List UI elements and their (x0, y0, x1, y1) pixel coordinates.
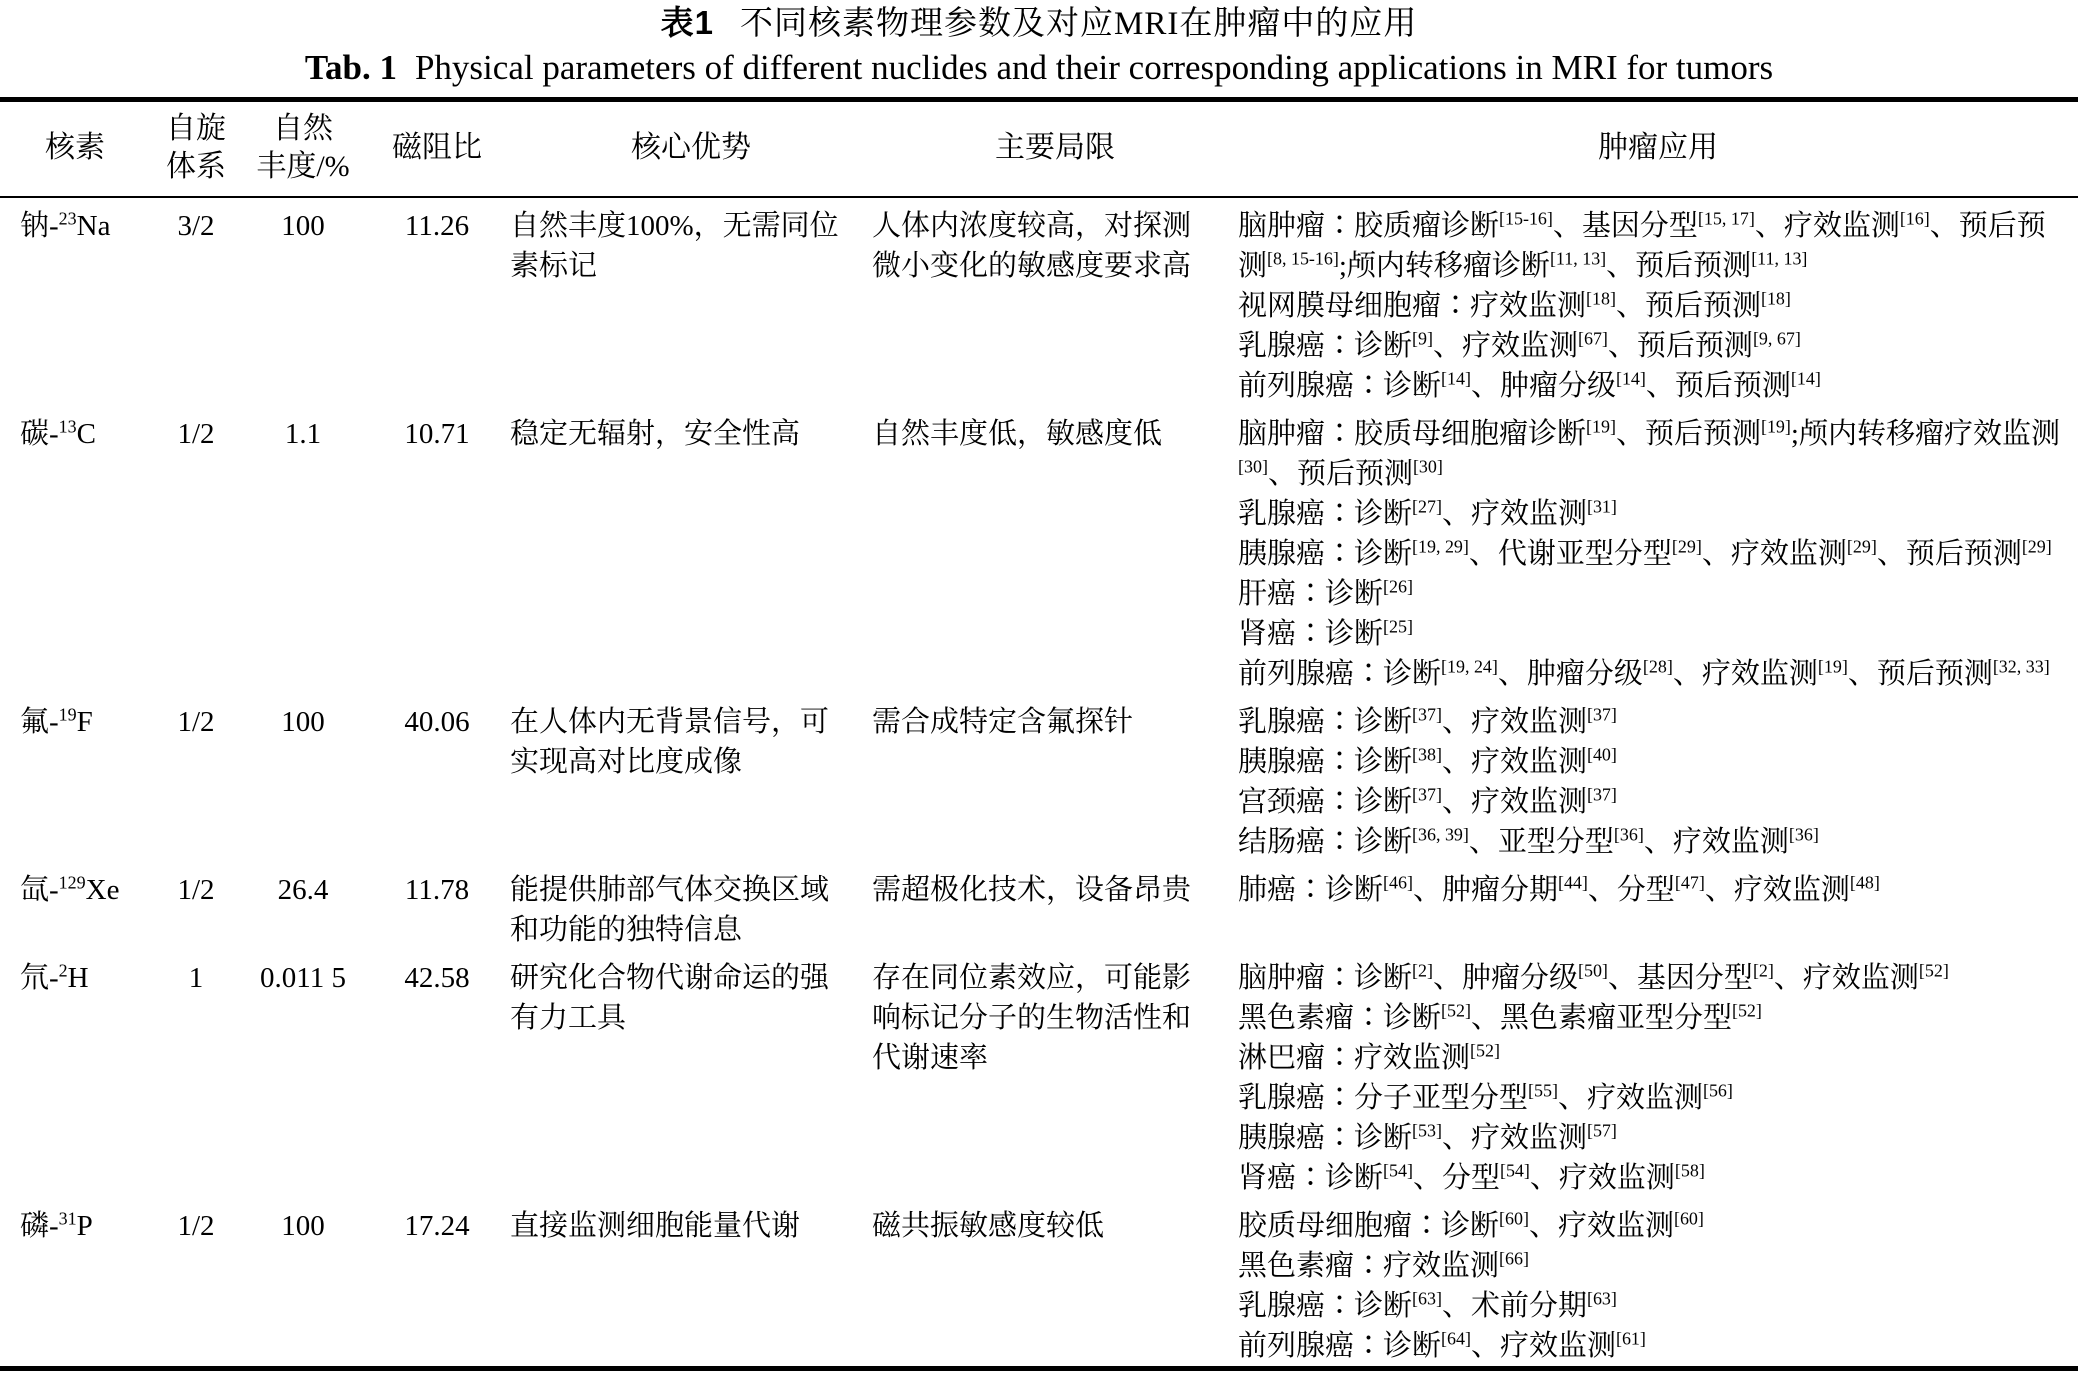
table-header (0, 100, 2078, 198)
table-caption-zh (0, 2, 2078, 45)
advantage-cell: 在人体内无背景信号，可实现高对比度成像 (510, 706, 830, 778)
application-cell (1238, 862, 2078, 950)
table-row (0, 406, 2078, 694)
application-cell (1238, 406, 2078, 694)
abundance-cell: 100 (281, 706, 325, 738)
nuclide-cell: 钠-$^{23}$Na (20, 208, 111, 242)
column-header-spin-line2: 体系 (166, 150, 226, 183)
nuclide-cell: 氙-$^{129}$Xe (20, 872, 120, 906)
application-line: 肾癌∶诊断[54]、分型[54]、疗效监测[58] (1238, 1160, 1705, 1194)
spin-cell: 1/2 (177, 706, 215, 738)
column-header-ratio: 磁阻比 (364, 100, 510, 198)
table-caption-zh-text: 不同核素物理参数及对应MRI在肿瘤中的应用 (740, 6, 1418, 42)
application-line: 视网膜母细胞瘤∶疗效监测[18]、预后预测[18] (1238, 288, 1791, 322)
spin-cell: 3/2 (177, 210, 215, 242)
application-line: 脑肿瘤∶胶质瘤诊断[15-16]、基因分型[15, 17]、疗效监测[16]、预后预测[8, 15-16];颅内转移瘤诊断[11, 13]、预后预测[11, 13] (1238, 208, 2046, 282)
application-cell (1238, 950, 2078, 1198)
application-line: 前列腺癌∶诊断[64]、疗效监测[61] (1238, 1328, 1646, 1362)
ratio-cell: 42.58 (404, 962, 470, 994)
ratio-cell: 17.24 (404, 1210, 470, 1242)
column-header-spin (150, 100, 242, 198)
limitation-cell: 人体内浓度较高，对探测微小变化的敏感度要求高 (872, 210, 1192, 282)
spin-cell: 1/2 (177, 418, 215, 450)
limitation-cell: 需超极化技术，设备昂贵 (872, 874, 1192, 906)
table-caption-zh-label: 表1 (660, 4, 714, 41)
nuclide-cell: 氘-$^2$H (20, 960, 89, 994)
advantage-cell: 直接监测细胞能量代谢 (510, 1210, 801, 1242)
nuclide-cell: 碳-$^{13}$C (20, 416, 96, 450)
application-cell (1238, 694, 2078, 862)
column-header-abundance-line2: 丰度/% (256, 150, 350, 183)
ratio-cell: 11.78 (404, 874, 470, 906)
spin-cell: 1/2 (177, 1210, 215, 1242)
table-row (0, 1198, 2078, 1369)
spin-cell: 1/2 (177, 874, 215, 906)
application-line: 淋巴瘤∶疗效监测[52] (1238, 1040, 1500, 1074)
column-header-abundance-line1: 自然 (273, 112, 333, 145)
nuclide-parameters-table (0, 97, 2078, 1371)
limitation-cell: 磁共振敏感度较低 (872, 1210, 1105, 1242)
application-line: 结肠癌∶诊断[36, 39]、亚型分型[36]、疗效监测[36] (1238, 824, 1819, 858)
application-line: 宫颈癌∶诊断[37]、疗效监测[37] (1238, 784, 1617, 818)
table-row (0, 862, 2078, 950)
application-line: 胶质母细胞瘤∶诊断[60]、疗效监测[60] (1238, 1208, 1704, 1242)
application-line: 黑色素瘤∶诊断[52]、黑色素瘤亚型分型[52] (1238, 1000, 1762, 1034)
application-line: 肝癌∶诊断[26] (1238, 576, 1413, 610)
limitation-cell: 自然丰度低，敏感度低 (872, 418, 1163, 450)
abundance-cell: 1.1 (284, 418, 322, 450)
ratio-cell: 10.71 (404, 418, 470, 450)
application-line: 乳腺癌∶诊断[27]、疗效监测[31] (1238, 496, 1617, 530)
column-header-spin-line1: 自旋 (166, 112, 226, 145)
application-line: 前列腺癌∶诊断[14]、肿瘤分级[14]、预后预测[14] (1238, 368, 1821, 402)
application-line: 肾癌∶诊断[25] (1238, 616, 1413, 650)
abundance-cell: 26.4 (277, 874, 329, 906)
column-header-abundance (242, 100, 364, 198)
column-header-limitation: 主要局限 (872, 100, 1238, 198)
application-line: 黑色素瘤∶疗效监测[66] (1238, 1248, 1529, 1282)
column-header-nuclide: 核素 (0, 100, 150, 198)
table-header-row (0, 100, 2078, 198)
table-row (0, 197, 2078, 406)
application-line: 乳腺癌∶分子亚型分型[55]、疗效监测[56] (1238, 1080, 1733, 1114)
table-row (0, 694, 2078, 862)
limitation-cell: 存在同位素效应，可能影响标记分子的生物活性和代谢速率 (872, 962, 1192, 1074)
application-line: 胰腺癌∶诊断[53]、疗效监测[57] (1238, 1120, 1617, 1154)
application-line: 胰腺癌∶诊断[19, 29]、代谢亚型分型[29]、疗效监测[29]、预后预测[29] (1238, 536, 2052, 570)
application-line: 乳腺癌∶诊断[37]、疗效监测[37] (1238, 704, 1617, 738)
ratio-cell: 40.06 (404, 706, 470, 738)
table-caption-en-text: Physical parameters of different nuclides and their corresponding applications in MRI for tumors (414, 48, 1774, 87)
advantage-cell: 能提供肺部气体交换区域和功能的独特信息 (510, 874, 830, 946)
table-body (0, 197, 2078, 1369)
advantage-cell: 稳定无辐射，安全性高 (510, 418, 801, 450)
table-caption-en (0, 45, 2078, 91)
advantage-cell: 研究化合物代谢命运的强有力工具 (510, 962, 830, 1034)
application-line: 脑肿瘤∶诊断[2]、肿瘤分级[50]、基因分型[2]、疗效监测[52] (1238, 960, 1949, 994)
application-line: 肺癌∶诊断[46]、肿瘤分期[44]、分型[47]、疗效监测[48] (1238, 872, 1880, 906)
column-header-advantage: 核心优势 (510, 100, 872, 198)
advantage-cell: 自然丰度100%，无需同位素标记 (510, 210, 839, 282)
application-line: 乳腺癌∶诊断[9]、疗效监测[67]、预后预测[9, 67] (1238, 328, 1801, 362)
application-line: 胰腺癌∶诊断[38]、疗效监测[40] (1238, 744, 1617, 778)
spin-cell: 1 (188, 962, 204, 994)
nuclide-cell: 氟-$^{19}$F (20, 704, 93, 738)
abundance-cell: 100 (281, 1210, 325, 1242)
application-line: 脑肿瘤∶胶质母细胞瘤诊断[19]、预后预测[19];颅内转移瘤疗效监测[30]、预后预测[30] (1238, 416, 2060, 490)
application-cell (1238, 1198, 2078, 1369)
table-row (0, 950, 2078, 1198)
table-caption-en-label: Tab. 1 (304, 48, 397, 87)
application-cell (1238, 197, 2078, 406)
ratio-cell: 11.26 (404, 210, 470, 242)
abundance-cell: 100 (281, 210, 325, 242)
column-header-application: 肿瘤应用 (1238, 100, 2078, 198)
nuclide-cell: 磷-$^{31}$P (20, 1208, 93, 1242)
limitation-cell: 需合成特定含氟探针 (872, 706, 1134, 738)
application-line: 乳腺癌∶诊断[63]、术前分期[63] (1238, 1288, 1617, 1322)
abundance-cell: 0.011 5 (260, 962, 346, 994)
application-line: 前列腺癌∶诊断[19, 24]、肿瘤分级[28]、疗效监测[19]、预后预测[32, 33] (1238, 656, 2050, 690)
